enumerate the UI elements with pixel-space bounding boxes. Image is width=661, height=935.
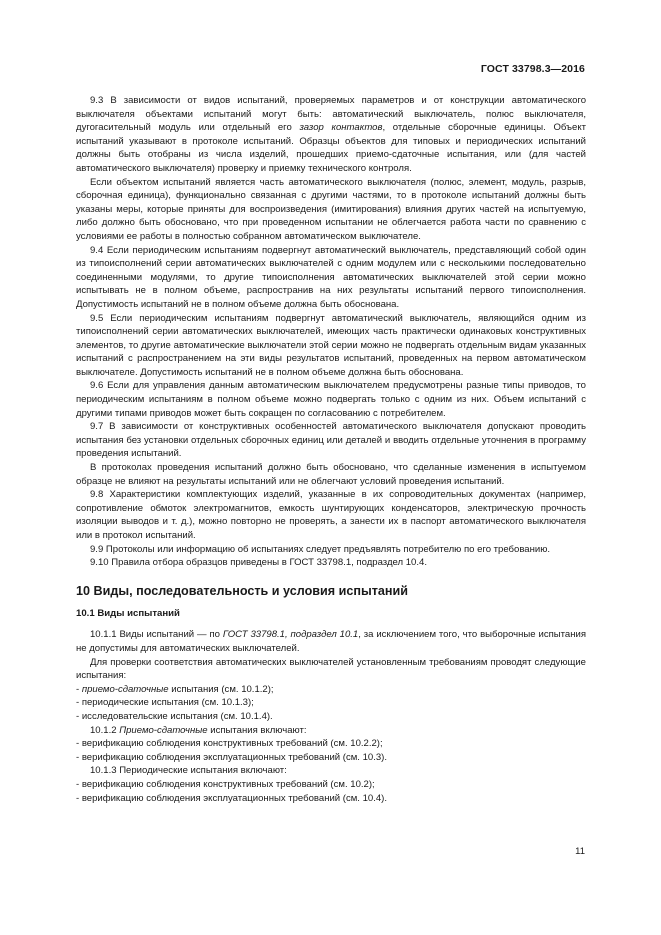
paragraph-check: Для проверки соответствия автоматических выключателей установленным требованиям проводят следующие испытания:: [76, 656, 586, 682]
paragraph-10-1-3: 10.1.3 Периодические испытания включают:: [90, 765, 287, 777]
document-header: ГОСТ 33798.3—2016: [480, 63, 585, 75]
subsection-10-1-title: 10.1 Виды испытаний: [76, 607, 180, 619]
list-item: - верификацию соблюдения конструктивных требований (см. 10.2);: [76, 778, 375, 790]
list-item: - верификацию соблюдения конструктивных требований (см. 10.2.2);: [76, 738, 383, 750]
paragraph-9-6: 9.6 Если для управления данным автоматическим выключателем предусмотрены разные типы приводов, то периодическим испытаниям в полном объеме можно подвергать только с одним из них. Объем испытаний с другими типами приводов может быть сокращен по согласованию с потребителем.: [76, 380, 586, 419]
paragraph-9-3-cont: Если объектом испытаний является часть автоматического выключателя (полюс, элемент, модуль, разрыв, сборочная единица), функционально связанная с другими частями, то в протоколе испытаний должны быть указаны меры, которые приняты для воспроизведения (имитирования) влияния других частей на испытуемую, либо должно быть обосновано, что при проведенном испытании не облегчается работа части по сравнению с условиями ее работы в полностью собранном автоматическом выключателе.: [76, 176, 586, 242]
paragraph-10-1-1: 10.1.1 Виды испытаний — по ГОСТ 33798.1, подраздел 10.1, за исключением того, что выборочные испытания не допустимы для автоматических выключателей.: [76, 629, 586, 654]
list-item: - исследовательские испытания (см. 10.1.4).: [76, 710, 273, 722]
list-item: - периодические испытания (см. 10.1.3);: [76, 697, 254, 709]
list-item: - верификацию соблюдения эксплуатационных требований (см. 10.4).: [76, 792, 388, 804]
paragraph-9-9: 9.9 Протоколы или информацию об испытаниях следует предъявлять потребителю по его требованию.: [90, 543, 551, 555]
list-item: - приемо-сдаточные испытания (см. 10.1.2);: [76, 683, 274, 695]
paragraph-9-3: 9.3 В зависимости от видов испытаний, проверяемых параметров и от конструкции автоматического выключателя объектами испытаний могут быть: автоматический выключатель, полюс выключателя, дугогасительный модуль или отдельный его зазор контактов, отдельные сборочные единицы. Объект испытаний указывают в протоколе испытаний. Образцы объектов для типовых и периодических испытаний должны быть отобраны из числа изделий, прошедших приемо-сдаточные испытания, или (для частей автоматического выключателя) проверку и приемку технического контроля.: [76, 95, 586, 174]
page-number: 11: [575, 846, 585, 857]
paragraph-9-5: 9.5 Если периодическим испытаниям подвергнут автоматический выключатель, являющийся одним из типоисполнений серии автоматических выключателей, имеющих часть практически одинаковых конструктивных элементов, то другие автоматические выключатели этой серии можно не подвергать отдельным видам указанных испытаний с распространением на эти виды результатов испытаний, проведенных на первом автоматическом выключателе. Допустимость испытаний не в полном объеме должна быть обоснована.: [76, 312, 586, 378]
paragraph-9-10: 9.10 Правила отбора образцов приведены в ГОСТ 33798.1, подраздел 10.4.: [90, 557, 427, 569]
paragraph-10-1-2: 10.1.2 Приемо-сдаточные испытания включают:: [90, 724, 307, 736]
paragraph-9-8: 9.8 Характеристики комплектующих изделий, указанные в их сопроводительных документах (например, сопротивление обмоток электромагнитов, емкость шунтирующих конденсаторов, электрическую прочность изоляции выводов и т. д.), можно повторно не проверять, а занести их в паспорт автоматического выключателя или в протокол испытаний.: [76, 489, 586, 541]
paragraph-9-4: 9.4 Если периодическим испытаниям подвергнут автоматический выключатель, представляющий собой один из типоисполнений серии автоматических выключателей с одним модулем или с несколькими последовательно соединенными модулями, то другие типоисполнения автоматических выключателей этой серии можно испытывать не в полном объеме, распространив на них результаты испытаний первого типоисполнения. Допустимость испытаний не в полном объеме должна быть обоснована.: [76, 244, 586, 310]
list-item: - верификацию соблюдения эксплуатационных требований (см. 10.3).: [76, 751, 388, 763]
paragraph-9-7: 9.7 В зависимости от конструктивных особенностей автоматического выключателя допускают проводить испытания без установки отдельных сборочных единиц или деталей и вводить отдельные уточнения в программу проведения испытаний.: [76, 421, 586, 460]
section-10-title: 10 Виды, последовательность и условия испытаний: [76, 583, 408, 598]
paragraph-9-7-cont: В протоколах проведения испытаний должно быть обосновано, что сделанные изменения в испытуемом образце не влияют на результаты испытаний или не облегчают условий проведения испытаний.: [76, 462, 586, 487]
document-body: [76, 94, 586, 805]
